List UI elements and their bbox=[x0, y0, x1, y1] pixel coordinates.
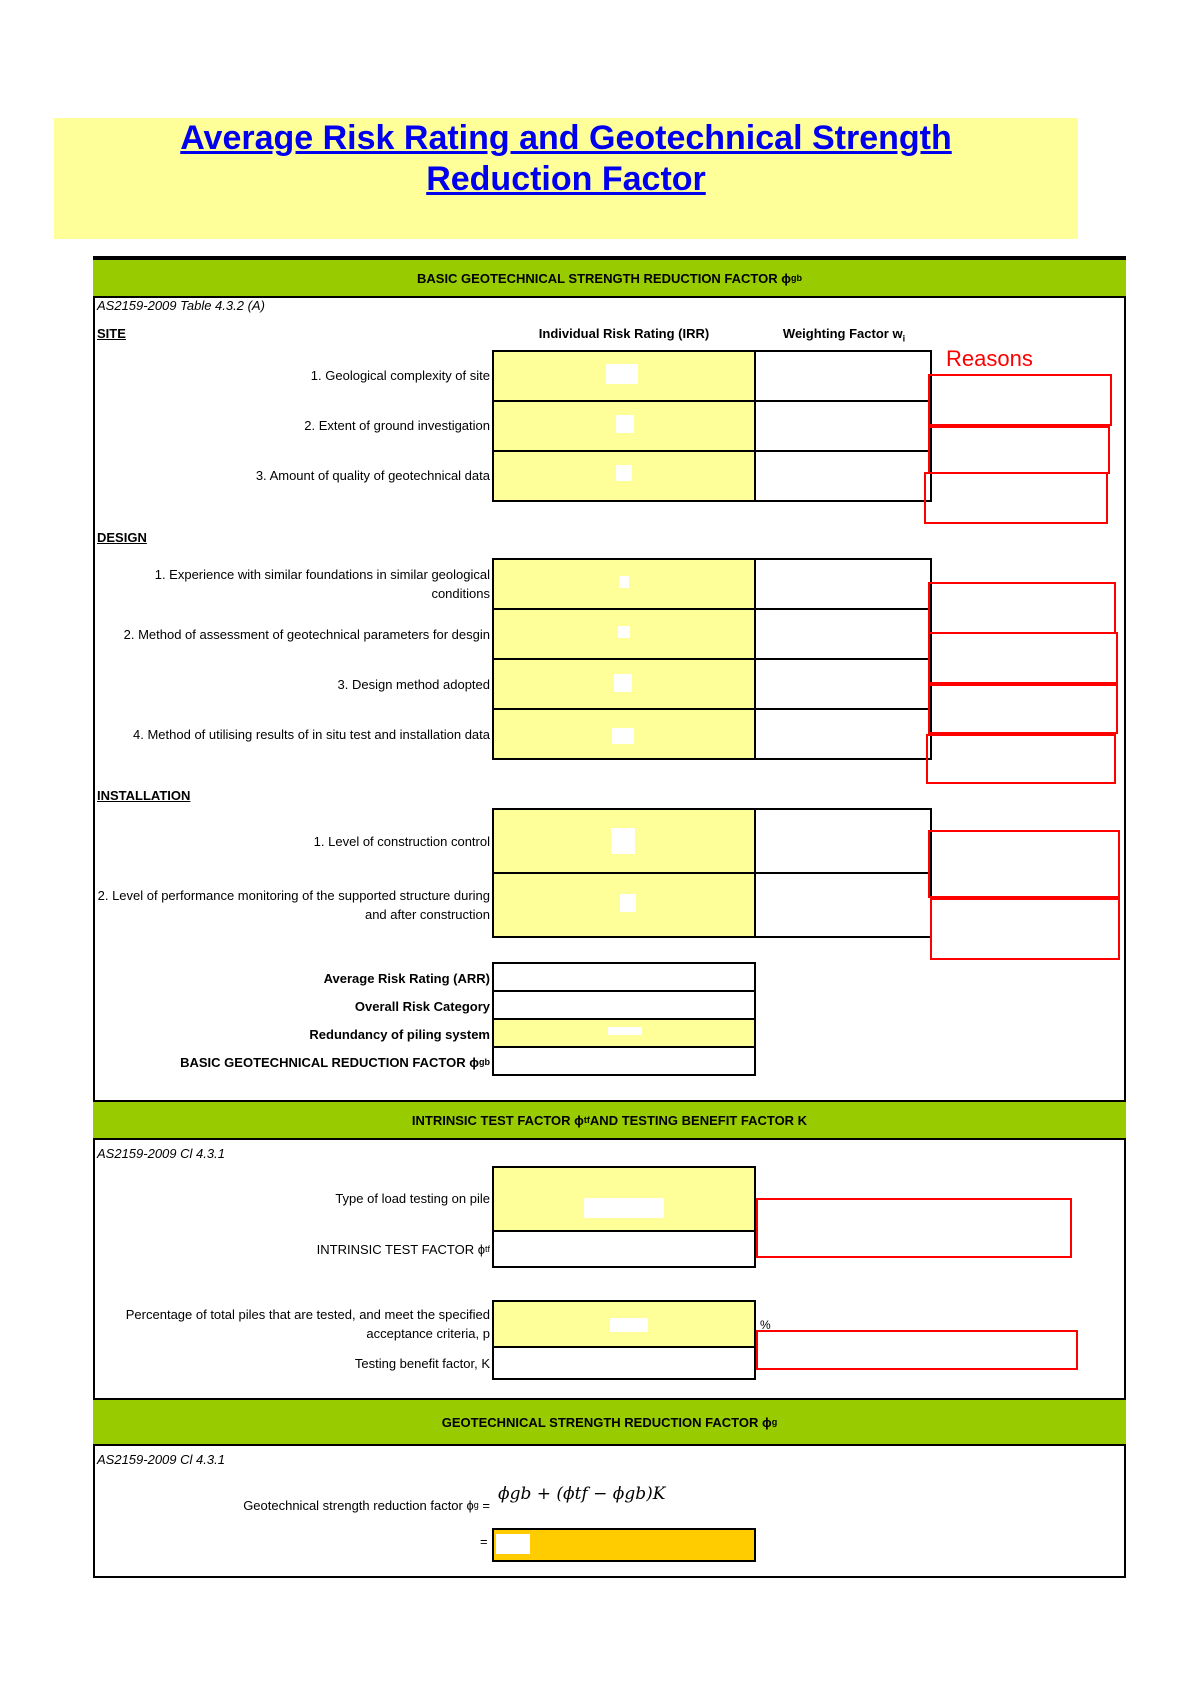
weighting-column-sub: i bbox=[902, 333, 906, 344]
installation-item-2-label: 2. Level of performance monitoring of the supported structure during and after construction bbox=[97, 888, 490, 922]
design-item-1-value-mask bbox=[619, 576, 629, 588]
arr-value bbox=[492, 962, 756, 992]
percent-unit: % bbox=[760, 1318, 771, 1332]
basic-factor-value bbox=[492, 1046, 756, 1076]
design-item-1-reason[interactable] bbox=[928, 582, 1116, 634]
design-item-2-reason[interactable] bbox=[928, 632, 1118, 684]
installation-item-2-reason[interactable] bbox=[930, 898, 1120, 960]
section-intrinsic-reference: AS2159-2009 Cl 4.3.1 bbox=[97, 1146, 225, 1161]
design-item-3-reason[interactable] bbox=[928, 684, 1118, 734]
load-testing-label: Type of load testing on pile bbox=[335, 1190, 490, 1206]
intrinsic-factor-value bbox=[492, 1230, 756, 1268]
design-item-4-value-mask bbox=[612, 728, 634, 744]
site-heading: SITE bbox=[97, 326, 126, 341]
overall-risk-value bbox=[492, 990, 756, 1020]
site-item-3-label: 3. Amount of quality of geotechnical data bbox=[255, 467, 490, 483]
page-title bbox=[54, 118, 1078, 200]
section-geotech-band bbox=[93, 1398, 1126, 1446]
percentage-value-mask bbox=[610, 1318, 648, 1332]
page-title-line2: Reduction Factor bbox=[426, 160, 706, 198]
intrinsic-factor-label bbox=[97, 1232, 490, 1266]
formula-expression: ϕgb + (ϕtf − ϕgb)K bbox=[498, 1484, 666, 1504]
design-item-4-label: 4. Method of utilising results of in situ test and installation data bbox=[133, 726, 490, 742]
intrinsic-factor-label-sub: tf bbox=[484, 1243, 490, 1254]
section-geotech-reference: AS2159-2009 Cl 4.3.1 bbox=[97, 1452, 225, 1467]
intrinsic-factor-label-text: INTRINSIC TEST FACTOR ϕ bbox=[316, 1241, 485, 1257]
weighting-column-label: Weighting Factor w bbox=[782, 326, 903, 341]
section-basic-title-sub: gb bbox=[791, 273, 802, 283]
installation-item-2-weight[interactable] bbox=[754, 872, 932, 938]
installation-item-1-label: 1. Level of construction control bbox=[313, 833, 490, 849]
benefit-factor-label: Testing benefit factor, K bbox=[354, 1355, 490, 1371]
section-intrinsic-title-sub: tf bbox=[583, 1115, 590, 1125]
design-item-1-label: 1. Experience with similar foundations in similar geological conditions bbox=[154, 567, 490, 601]
site-item-2-label: 2. Extent of ground investigation bbox=[304, 417, 490, 433]
installation-heading: INSTALLATION bbox=[97, 788, 191, 803]
installation-item-2-value-mask bbox=[620, 894, 636, 912]
result-equals: = bbox=[480, 1534, 488, 1549]
basic-factor-label-text: BASIC GEOTECHNICAL REDUCTION FACTOR ϕ bbox=[180, 1054, 479, 1070]
site-item-1-reason[interactable] bbox=[928, 374, 1112, 426]
page-title-line1: Average Risk Rating and Geotechnical Strength bbox=[180, 119, 952, 157]
arr-label: Average Risk Rating (ARR) bbox=[323, 970, 490, 986]
installation-item-1-value-mask bbox=[611, 828, 635, 854]
section-basic-title: BASIC GEOTECHNICAL STRENGTH REDUCTION FACTOR ϕ bbox=[417, 270, 791, 286]
percentage-label: Percentage of total piles that are tested, and meet the specified acceptance criteria, p bbox=[125, 1307, 490, 1341]
weighting-column-header bbox=[756, 326, 932, 344]
section-geotech-title: GEOTECHNICAL STRENGTH REDUCTION FACTOR ϕ bbox=[441, 1414, 772, 1430]
redundancy-label: Redundancy of piling system bbox=[309, 1026, 490, 1042]
design-item-2-weight[interactable] bbox=[754, 608, 932, 660]
section-intrinsic-band bbox=[93, 1100, 1126, 1140]
site-item-3-reason[interactable] bbox=[924, 472, 1108, 524]
overall-risk-label: Overall Risk Category bbox=[354, 998, 490, 1014]
section-basic-band bbox=[93, 258, 1126, 298]
section-basic-reference: AS2159-2009 Table 4.3.2 (A) bbox=[97, 298, 265, 313]
site-item-2-weight[interactable] bbox=[754, 400, 932, 452]
design-item-4-reason[interactable] bbox=[926, 734, 1116, 784]
design-item-3-label: 3. Design method adopted bbox=[337, 676, 490, 692]
geotechnical-factor-result bbox=[492, 1528, 756, 1562]
site-item-3-value-mask bbox=[616, 465, 632, 481]
site-item-2-value-mask bbox=[616, 415, 634, 433]
site-item-1-label: 1. Geological complexity of site bbox=[310, 367, 490, 383]
design-item-3-value-mask bbox=[614, 674, 632, 692]
load-testing-reason[interactable] bbox=[756, 1198, 1072, 1258]
design-heading: DESIGN bbox=[97, 530, 147, 545]
formula-equals: = bbox=[482, 1497, 490, 1513]
basic-factor-label-sub: gb bbox=[479, 1056, 490, 1067]
irr-column-header: Individual Risk Rating (IRR) bbox=[538, 326, 710, 341]
formula-label-sub: g bbox=[473, 1499, 479, 1510]
site-item-2-reason[interactable] bbox=[928, 426, 1110, 474]
reasons-label: Reasons bbox=[946, 346, 1033, 371]
design-item-2-value-mask bbox=[618, 626, 630, 638]
site-item-3-weight[interactable] bbox=[754, 450, 932, 502]
site-item-1-value-mask bbox=[606, 364, 638, 384]
benefit-factor-value bbox=[492, 1346, 756, 1380]
section-intrinsic-title: INTRINSIC TEST FACTOR ϕ bbox=[411, 1112, 584, 1128]
formula-label bbox=[97, 1490, 490, 1520]
design-item-1-weight[interactable] bbox=[754, 558, 932, 610]
percentage-reason[interactable] bbox=[756, 1330, 1078, 1370]
design-item-3-weight[interactable] bbox=[754, 658, 932, 710]
redundancy-value-mask bbox=[608, 1027, 642, 1035]
formula-label-text: Geotechnical strength reduction factor ϕ bbox=[243, 1497, 474, 1513]
design-item-2-label: 2. Method of assessment of geotechnical parameters for desgin bbox=[123, 626, 490, 642]
load-testing-value-mask bbox=[584, 1198, 664, 1218]
section-intrinsic-title-tail: AND TESTING BENEFIT FACTOR K bbox=[589, 1112, 808, 1128]
installation-item-1-weight[interactable] bbox=[754, 808, 932, 874]
site-item-1-weight[interactable] bbox=[754, 350, 932, 402]
design-item-4-weight[interactable] bbox=[754, 708, 932, 760]
installation-item-1-reason[interactable] bbox=[928, 830, 1120, 898]
result-value-mask bbox=[496, 1534, 530, 1554]
basic-factor-label bbox=[97, 1048, 490, 1076]
section-geotech-title-sub: g bbox=[771, 1417, 778, 1427]
